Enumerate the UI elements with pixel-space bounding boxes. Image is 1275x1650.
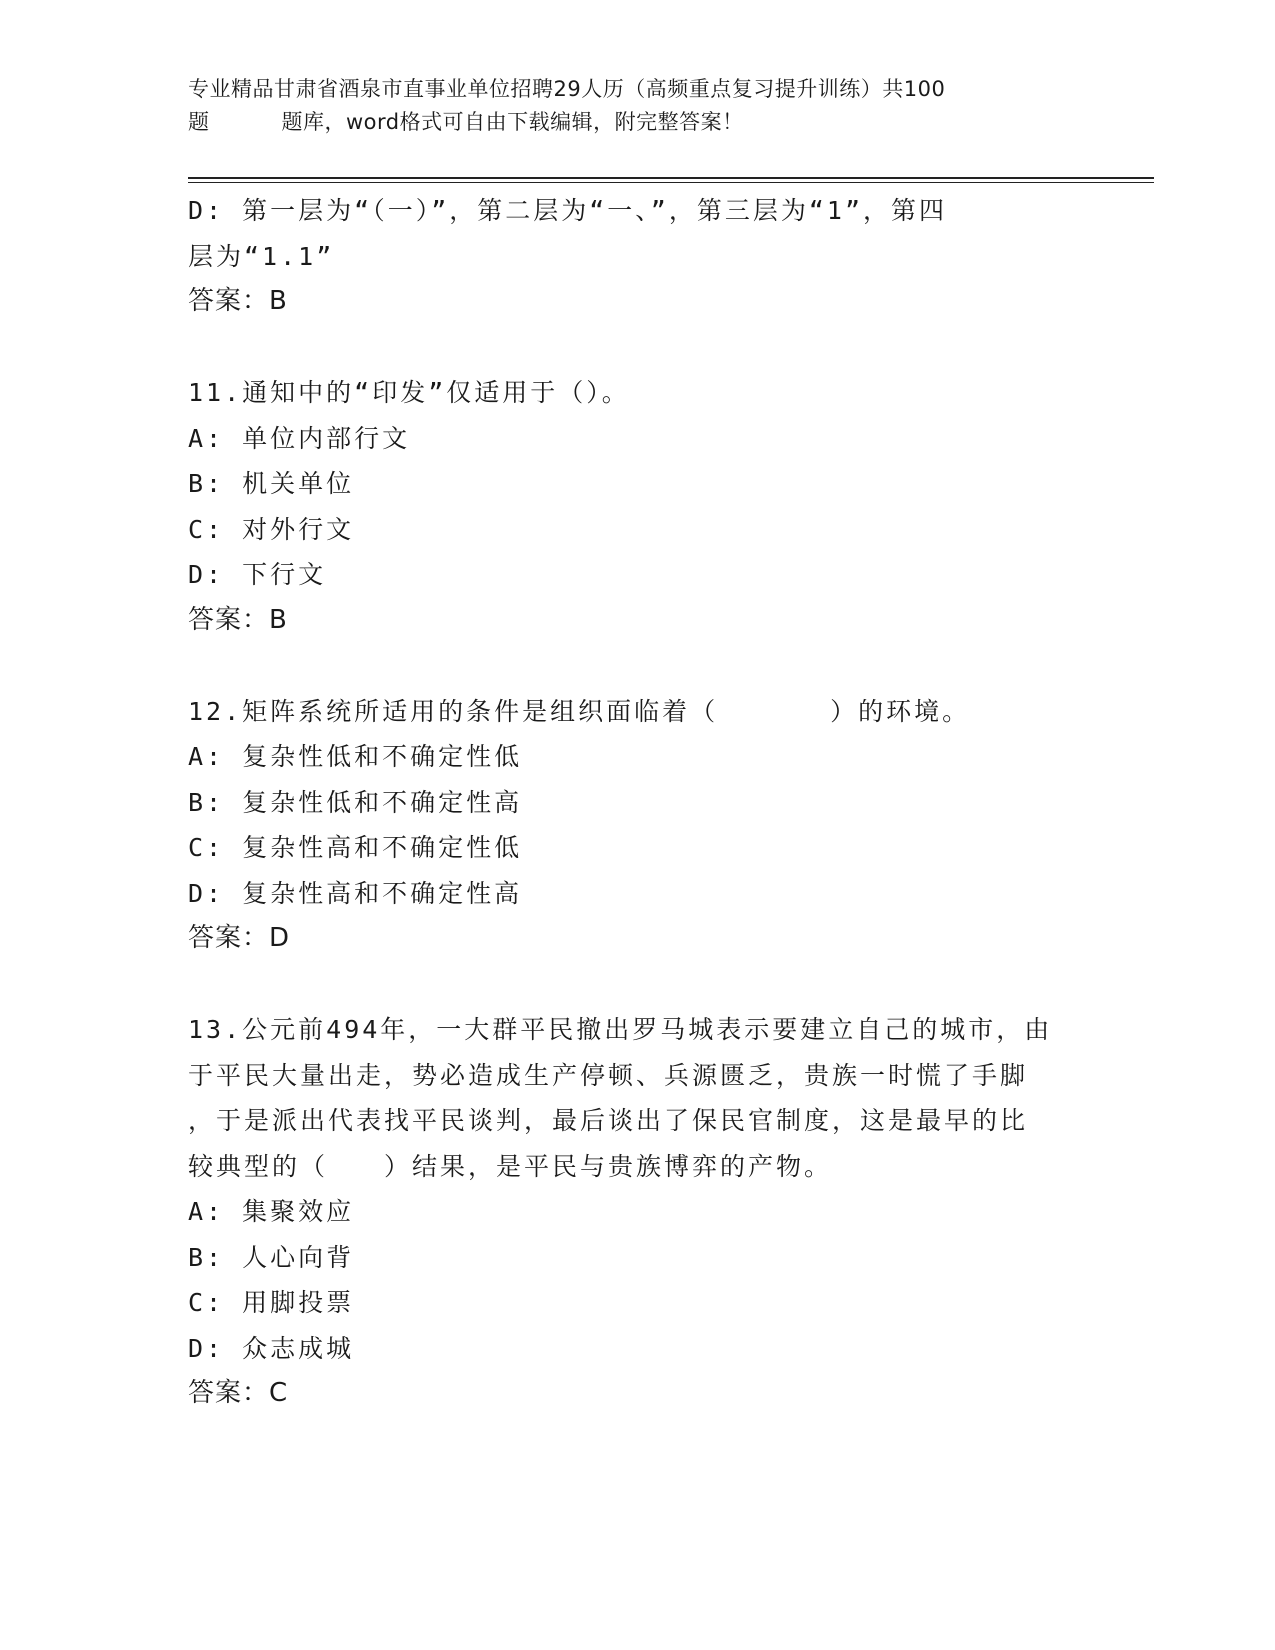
question-11 <box>188 370 1088 643</box>
option-d: D: 第一层为“（一）”，第二层为“一、”，第三层为“1”，第四 <box>188 196 948 225</box>
header-title-line2 <box>188 106 1068 139</box>
option-b: B: 人心向背 <box>188 1242 355 1272</box>
document-header <box>188 73 1068 139</box>
header-title-line2-rest: 题库，word格式可自由下载编辑，附完整答案！ <box>281 110 744 134</box>
option-a: A: 单位内部行文 <box>188 423 411 453</box>
question-stem-continued: ，于是派出代表找平民谈判，最后谈出了保民官制度，这是最早的比 <box>188 1106 1029 1135</box>
question-stem-continued: 于平民大量出走，势必造成生产停顿、兵源匮乏，贵族一时慌了手脚 <box>188 1060 1029 1090</box>
header-divider-thin <box>188 182 1154 183</box>
question-12 <box>188 689 1088 962</box>
answer-line: 答案：D <box>188 923 291 953</box>
question-content <box>188 188 1088 1417</box>
question-13 <box>188 1007 1088 1417</box>
option-a: A: 集聚效应 <box>188 1197 355 1226</box>
header-divider-thick <box>188 177 1154 179</box>
answer-line: 答案：B <box>188 604 288 635</box>
option-d: D: 众志成城 <box>188 1333 355 1363</box>
question-stem: 12.矩阵系统所适用的条件是组织面临着（ ）的环境。 <box>188 696 971 726</box>
option-c: C: 对外行文 <box>188 514 355 544</box>
question-stem: 11.通知中的“印发”仅适用于（）。 <box>188 378 630 407</box>
option-c: C: 用脚投票 <box>188 1288 355 1317</box>
option-c: C: 复杂性高和不确定性低 <box>188 833 523 862</box>
question-stem: 13.公元前494年，一大群平民撤出罗马城表示要建立自己的城市，由 <box>188 1015 1053 1044</box>
answer-line: 答案：C <box>188 1378 289 1408</box>
question-stem-continued: 较典型的（ ）结果，是平民与贵族博弈的产物。 <box>188 1151 833 1181</box>
header-title-line2-start: 题 <box>188 110 210 134</box>
option-d: D: 复杂性高和不确定性高 <box>188 878 523 908</box>
option-d-continued: 层为“1.1” <box>188 241 335 271</box>
option-a: A: 复杂性低和不确定性低 <box>188 742 523 771</box>
option-d: D: 下行文 <box>188 560 327 589</box>
option-b: B: 复杂性低和不确定性高 <box>188 787 523 817</box>
option-b: B: 机关单位 <box>188 469 355 498</box>
answer-line: 答案：B <box>188 286 288 316</box>
header-title-line1: 专业精品甘肃省酒泉市直事业单位招聘29人历（高频重点复习提升训练）共100 <box>188 77 946 101</box>
